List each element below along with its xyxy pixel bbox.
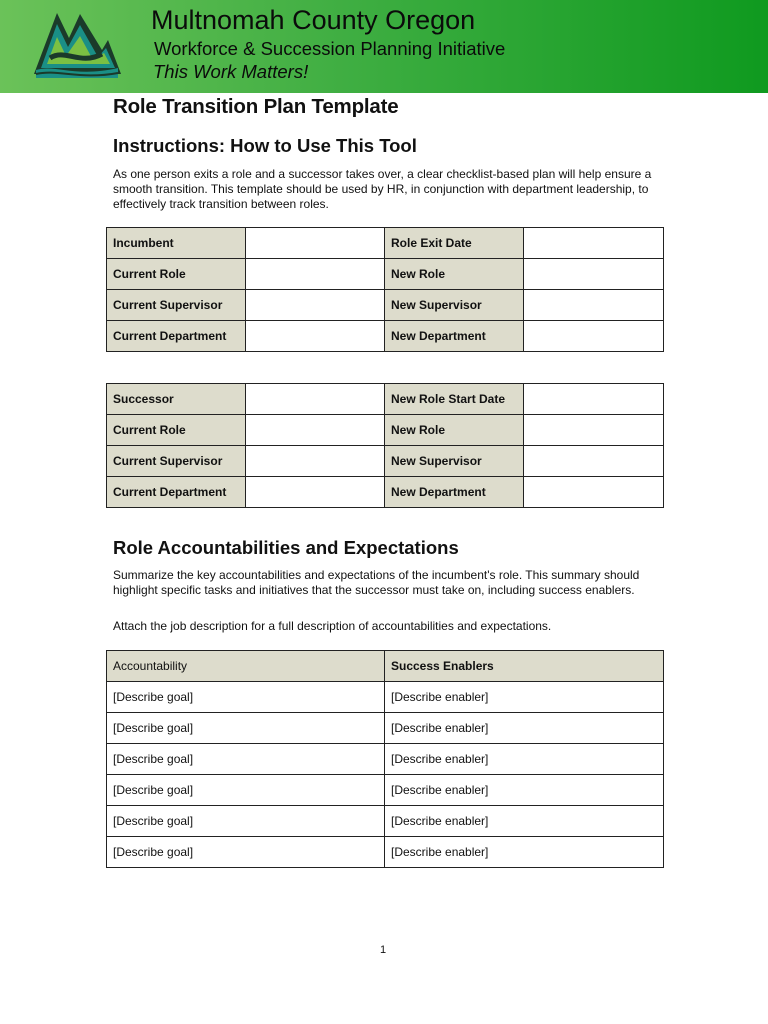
field-label: Current Department <box>107 321 246 352</box>
enabler-cell[interactable]: [Describe enabler] <box>385 744 664 775</box>
field-value-cell[interactable] <box>246 384 385 415</box>
field-value-cell[interactable] <box>246 228 385 259</box>
field-label: New Supervisor <box>385 290 524 321</box>
field-label: Current Supervisor <box>107 446 246 477</box>
page-number: 1 <box>380 944 387 956</box>
field-label: Current Supervisor <box>107 290 246 321</box>
accountabilities-table <box>106 650 664 868</box>
goal-cell[interactable]: [Describe goal] <box>107 744 385 775</box>
field-label: Current Role <box>107 259 246 290</box>
field-value-cell[interactable] <box>246 259 385 290</box>
field-label: New Role <box>385 415 524 446</box>
field-value-cell[interactable] <box>524 477 664 508</box>
table-row <box>107 290 664 321</box>
table-row <box>107 384 664 415</box>
initiative-name: Workforce & Succession Planning Initiative <box>154 38 506 59</box>
field-label: New Role <box>385 259 524 290</box>
field-value-cell[interactable] <box>524 259 664 290</box>
page-title: Role Transition Plan Template <box>113 95 399 118</box>
field-label: Current Role <box>107 415 246 446</box>
table-row <box>107 228 664 259</box>
success-enablers-header: Success Enablers <box>385 651 664 682</box>
field-label: New Role Start Date <box>385 384 524 415</box>
field-label: Current Department <box>107 477 246 508</box>
table-row <box>107 682 664 713</box>
table-row <box>107 321 664 352</box>
field-value-cell[interactable] <box>524 290 664 321</box>
accountabilities-heading: Role Accountabilities and Expectations <box>113 537 459 558</box>
field-value-cell[interactable] <box>246 415 385 446</box>
table-row <box>107 806 664 837</box>
header-banner <box>0 0 768 93</box>
field-label: Role Exit Date <box>385 228 524 259</box>
successor-table <box>106 383 664 508</box>
field-value-cell[interactable] <box>524 321 664 352</box>
enabler-cell[interactable]: [Describe enabler] <box>385 806 664 837</box>
table-header-row <box>107 651 664 682</box>
table-row <box>107 259 664 290</box>
enabler-cell[interactable]: [Describe enabler] <box>385 713 664 744</box>
tagline: This Work Matters! <box>153 61 309 82</box>
field-label: New Supervisor <box>385 446 524 477</box>
goal-cell[interactable]: [Describe goal] <box>107 682 385 713</box>
table-row <box>107 415 664 446</box>
goal-cell[interactable]: [Describe goal] <box>107 713 385 744</box>
table-row <box>107 775 664 806</box>
enabler-cell[interactable]: [Describe enabler] <box>385 837 664 868</box>
mountain-logo-icon <box>30 8 124 80</box>
field-value-cell[interactable] <box>246 321 385 352</box>
accountability-header: Accountability <box>107 651 385 682</box>
enabler-cell[interactable]: [Describe enabler] <box>385 682 664 713</box>
field-value-cell[interactable] <box>524 384 664 415</box>
incumbent-table <box>106 227 664 352</box>
field-value-cell[interactable] <box>246 290 385 321</box>
field-value-cell[interactable] <box>524 415 664 446</box>
job-description-note: Attach the job description for a full description of accountabilities and expectations. <box>113 619 552 633</box>
instructions-heading: Instructions: How to Use This Tool <box>113 135 417 156</box>
enabler-cell[interactable]: [Describe enabler] <box>385 775 664 806</box>
field-label: New Department <box>385 321 524 352</box>
table-row <box>107 837 664 868</box>
field-label: Successor <box>107 384 246 415</box>
instructions-text: As one person exits a role and a successor takes over, a clear checklist-based plan will help ensure a smooth transition. This template should be used by HR, in conjunction with department leadership, to effectively track transition between roles. <box>113 167 652 211</box>
field-value-cell[interactable] <box>524 446 664 477</box>
accountabilities-text: Summarize the key accountabilities and expectations of the incumbent's role. This summary should highlight specific tasks and initiatives that the successor must take on, including success enablers. <box>113 568 640 597</box>
field-label: New Department <box>385 477 524 508</box>
goal-cell[interactable]: [Describe goal] <box>107 806 385 837</box>
field-label: Incumbent <box>107 228 246 259</box>
org-name: Multnomah County Oregon <box>151 5 476 35</box>
goal-cell[interactable]: [Describe goal] <box>107 837 385 868</box>
table-row <box>107 477 664 508</box>
field-value-cell[interactable] <box>246 477 385 508</box>
table-row <box>107 446 664 477</box>
table-row <box>107 744 664 775</box>
goal-cell[interactable]: [Describe goal] <box>107 775 385 806</box>
field-value-cell[interactable] <box>246 446 385 477</box>
field-value-cell[interactable] <box>524 228 664 259</box>
table-row <box>107 713 664 744</box>
